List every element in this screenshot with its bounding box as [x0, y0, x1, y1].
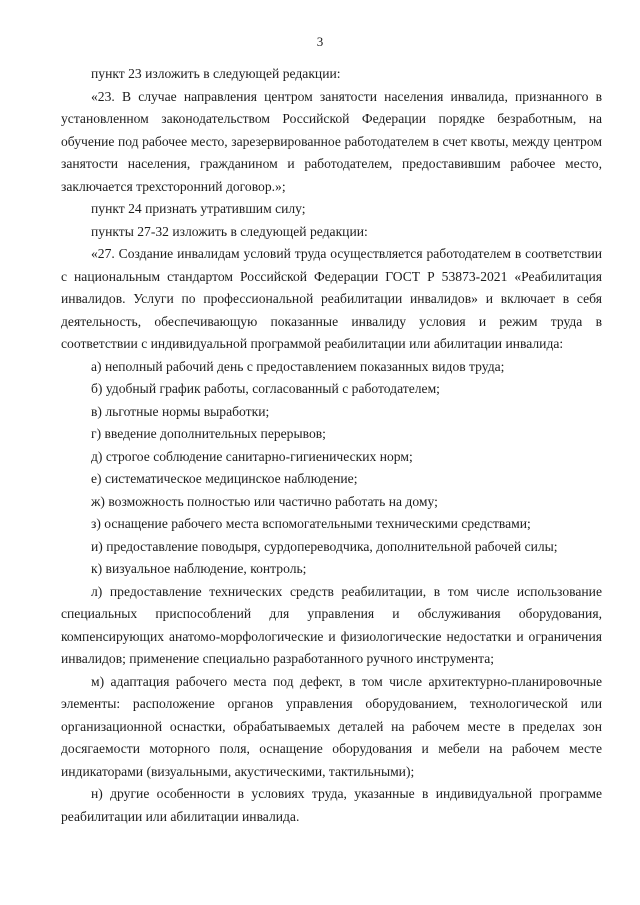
paragraph-27: «27. Создание инвалидам условий труда осуществляется работодателем в соответствии с национальным стандартом Российской Федерации ГОСТ Р 53873-2021 «Реабилитация инвалидов. Услуги по профессиональной реабилитации инвалидов» и включает в себя деятельность, обеспечивающую показанные инвалиду условия и режим труда в соответствии с индивидуальной программой реабилитации или абилитации инвалида:: [61, 246, 602, 351]
paragraph-24: пункт 24 признать утратившим силу;: [91, 201, 306, 216]
paragraph-intro-27-32: пункты 27-32 изложить в следующей редакции:: [91, 223, 368, 239]
list-item-g: г) введение дополнительных перерывов;: [91, 426, 326, 441]
page-number: 3: [316, 34, 324, 49]
list-item-l: л) предоставление технических средств реабилитации, в том числе использование специальных приспособлений для управления и обслуживания оборудования, компенсирующих анатомо-морфологические и физиологические недостатки и ограничения инвалидов; применение специально разработанного ручного инструмента;: [61, 583, 602, 666]
list-item-v: в) льготные нормы выработки;: [91, 403, 270, 419]
list-item-e: е) систематическое медицинское наблюдение;: [91, 471, 358, 486]
list-item-k: к) визуальное наблюдение, контроль;: [91, 561, 307, 576]
list-item-a: а) неполный рабочий день с предоставлением показанных видов труда;: [91, 358, 505, 374]
document-body: [61, 63, 602, 828]
list-item-d: д) строгое соблюдение санитарно-гигиенических норм;: [91, 448, 413, 464]
paragraph-intro-23: пункт 23 изложить в следующей редакции:: [91, 66, 341, 81]
list-item-zh: ж) возможность полностью или частично работать на дому;: [91, 493, 438, 509]
list-item-b: б) удобный график работы, согласованный с работодателем;: [91, 381, 440, 396]
list-item-z: з) оснащение рабочего места вспомогательными техническими средствами;: [91, 516, 531, 531]
list-item-n: н) другие особенности в условиях труда, указанные в индивидуальной программе реабилитации или абилитации инвалида.: [61, 786, 602, 824]
list-item-i: и) предоставление поводыря, сурдопереводчика, дополнительной рабочей силы;: [91, 538, 558, 554]
list-item-m: м) адаптация рабочего места под дефект, в том числе архитектурно-планировочные элементы: расположение органов управления оборудованием, технологической или организационной оснастки, обрабатываемых деталей на рабочем месте в пределах зон досягаемости моторного поля, оснащение оборудования и мебели на рабочем месте индикаторами (визуальными, акустическими, тактильными);: [61, 673, 602, 779]
paragraph-23: «23. В случае направления центром занятости населения инвалида, признанного в установленном законодательством Российской Федерации порядке безработным, на обучение под рабочее место, зарезервированное работодателем в счет квоты, между центром занятости населения, гражданином и работодателем, предоставившим рабочее место, заключается трехсторонний договор.»;: [61, 88, 602, 194]
